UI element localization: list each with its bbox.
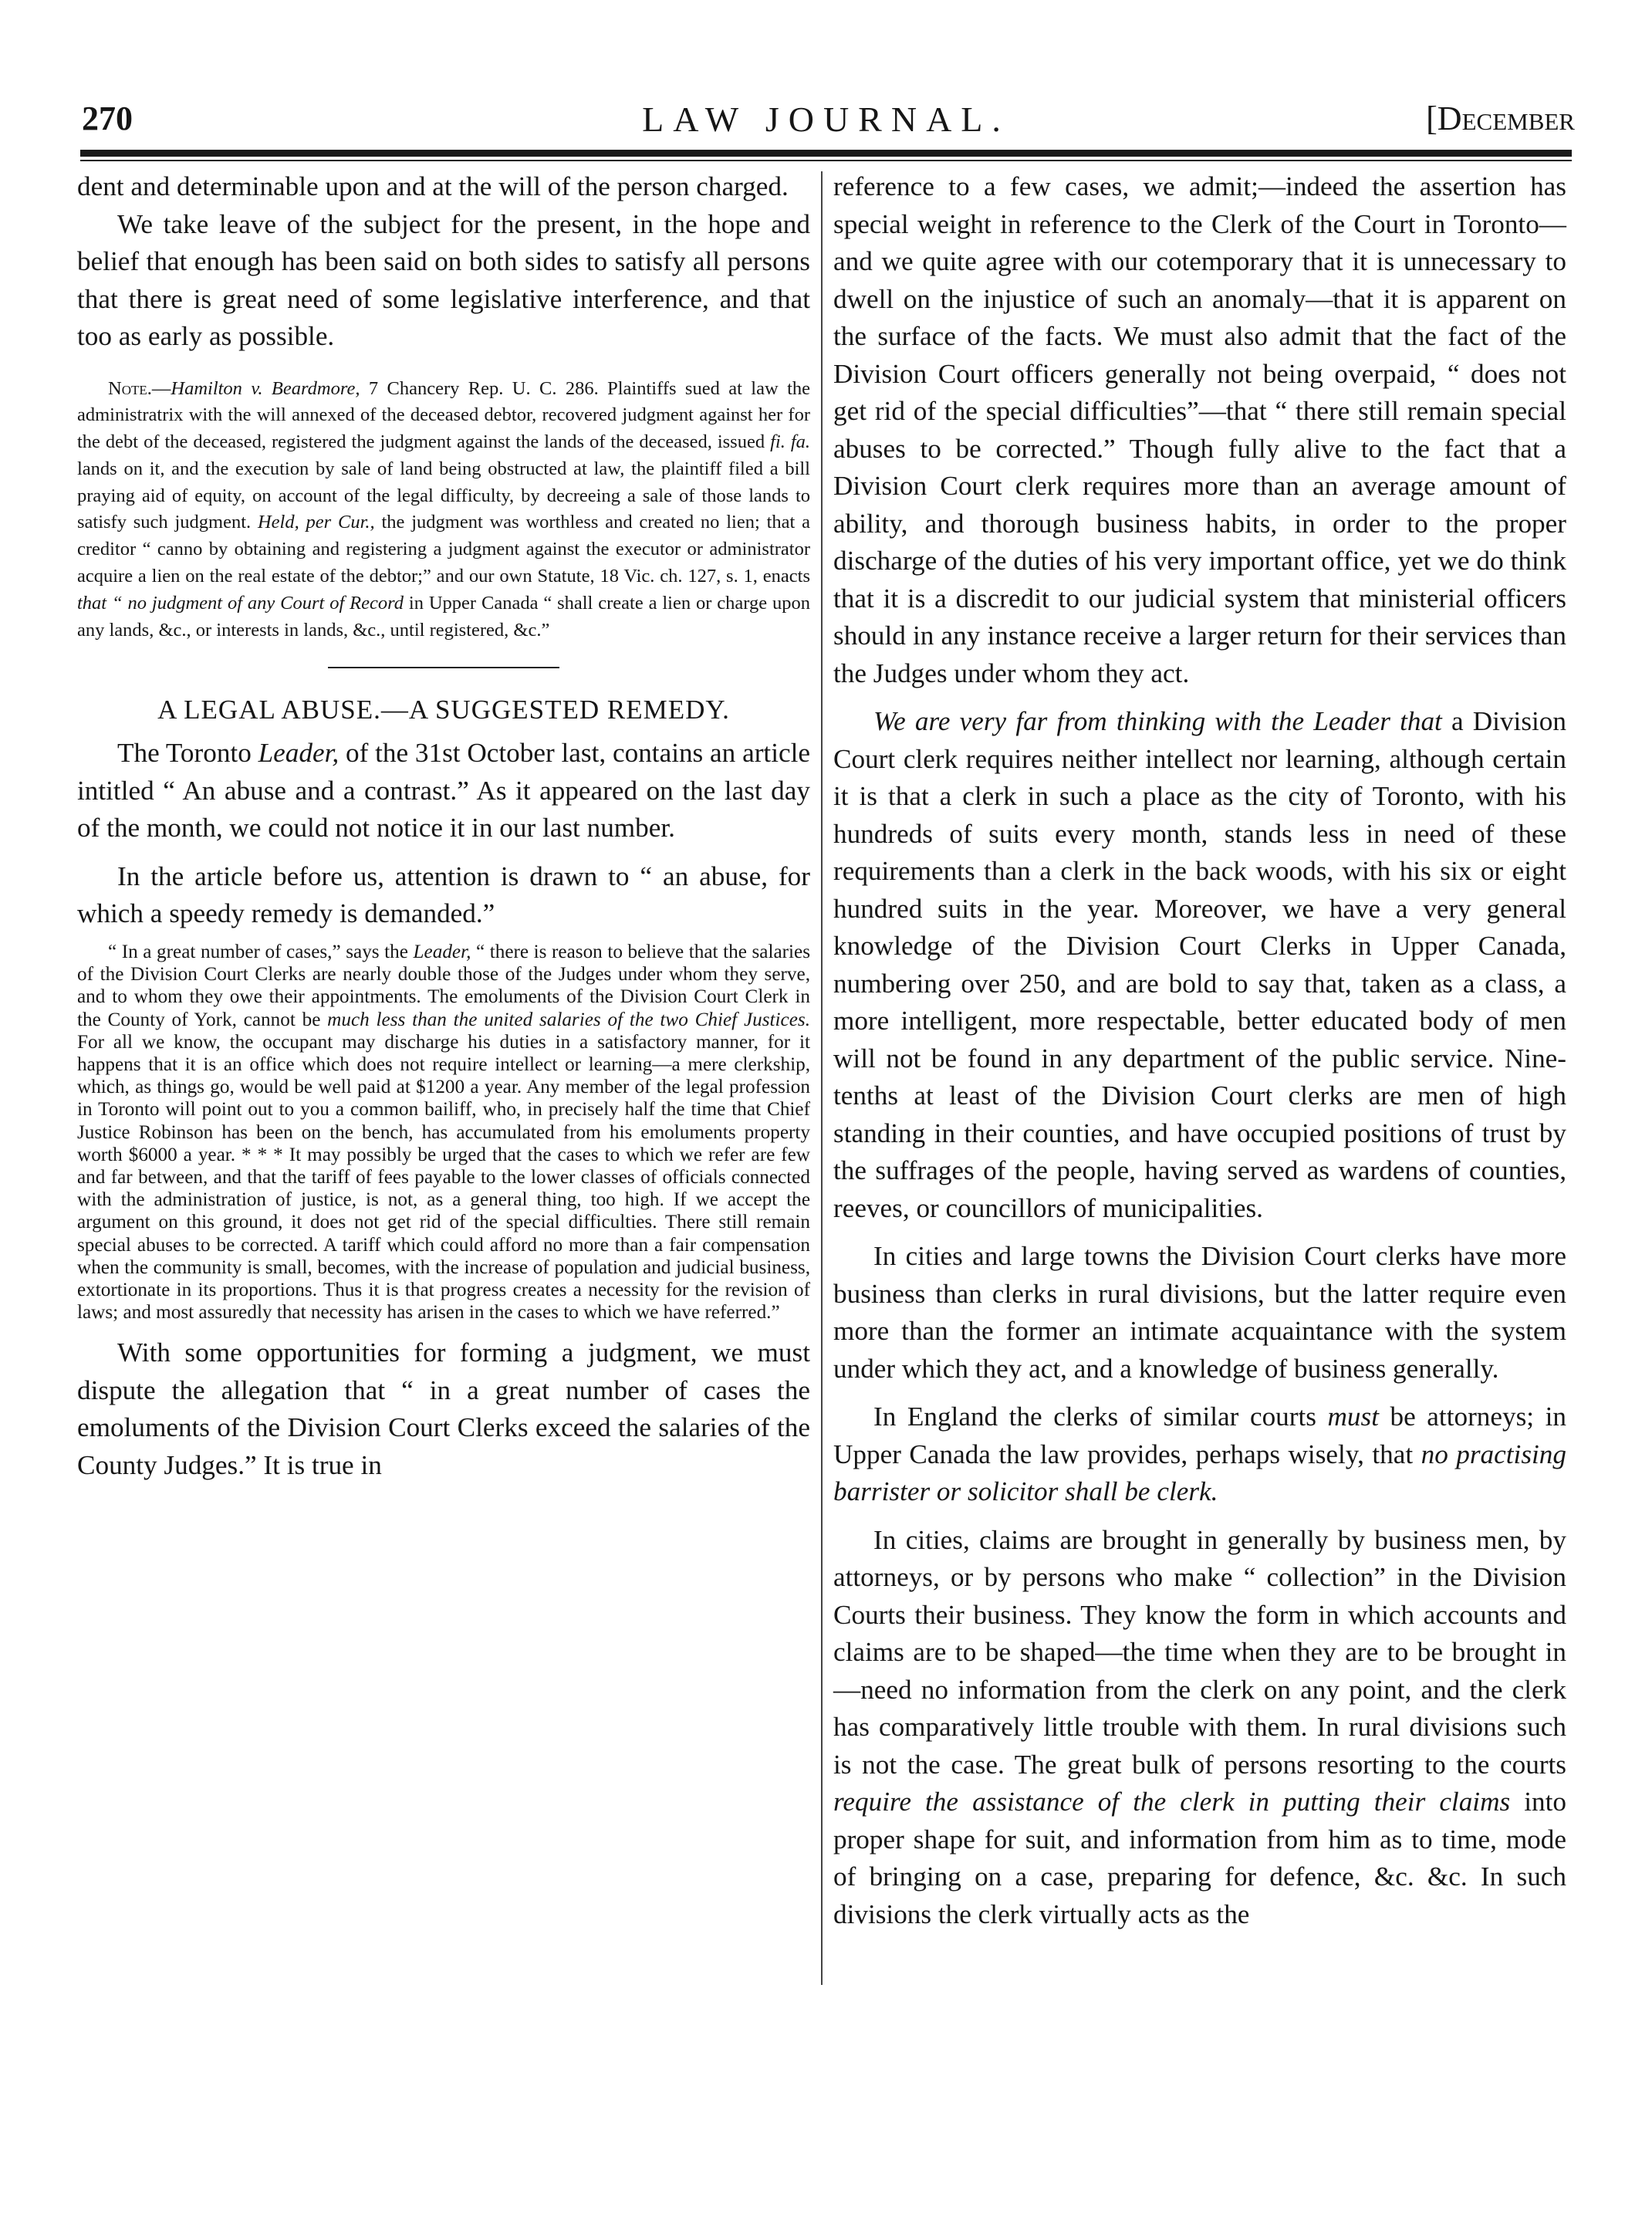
right-para-5-text-b: into proper shape for suit, and information from him as to time, mode of bringing on a case, preparing for defence, &c. &c. In such divisions the clerk virtually acts as the: [833, 1787, 1566, 1929]
left-para-1: dent and determinable upon and at the will of the person charged.: [77, 171, 789, 201]
left-para-3: [77, 735, 810, 847]
note-fi-fa: fi. fa.: [770, 431, 811, 453]
right-para-5: [833, 1522, 1566, 1934]
must-italic: must: [1327, 1401, 1379, 1432]
quote-italic: much less than the united salaries of the two Chief Justices.: [327, 1009, 810, 1030]
article-heading: A LEGAL ABUSE.—A SUGGESTED REMEDY.: [157, 695, 730, 725]
section-divider: [328, 667, 559, 668]
note-held: Held, per Cur.,: [257, 512, 375, 533]
month-label: [December: [1426, 100, 1575, 137]
leader-quotation: [77, 941, 810, 1324]
quote-text-a: “ In a great number of cases,” says the: [108, 941, 414, 962]
note-case-name: Hamilton v. Beardmore,: [171, 377, 360, 399]
left-para-3-text-a: The Toronto: [117, 738, 258, 769]
left-para-4: In the article before us, attention is drawn to “ an abuse, for which a speedy remedy is demanded.”: [77, 860, 810, 929]
case-note: Note.—Hamilton v. Beardmore, 7 Chancery Rep. U. C. 286. Plaintiffs sued at law the administratrix with the will annexed of the deceased debtor, recovered judgment against her for the debt of the deceased, registered the judgment against the lands of the deceased, issued fi. fa. lands on it, and the execution by sale of land being obstructed at law, the plaintiff filed a bill praying aid of equity, on account of the legal difficulty, by decreeing a sale of those lands to satisfy such judgment. Held, per Cur., the judgment was worthless and created no lien; that a creditor “ canno by obtaining and registering a judgment against the executor or administrator acquire a lien on the real estate of the debtor;” and our own Statute, 18 Vic. ch. 127, s. 1, enacts that “ no judgment of any Court of Record in Upper Canada “ shall create a lien or charge upon any lands, &c., or interests in lands, &c., until registered, &c.”: [77, 377, 811, 641]
quote-text-c: For all we know, the occupant may discharge his duties in a satisfactory manner, for it happens that it is an office which does not require intellect or learning—a mere clerkship, which, as things go, would be well paid at $1200 a year. Any member of the legal profession in Toronto will point out to you a common bailiff, who, in precisely half the time that Chief Justice Robinson has been on the bench, has accumulated from his emoluments property worth $6000 a year. * * * It may possibly be urged that the cases to which we refer are few and far between, and that the tariff of fees payable to the lower classes of officials connected with the administration of justice, is not, as a general thing, too high. If we accept the argument on this ground, it does not get rid of the special difficulties. There still remain special abuses to be corrected. A tariff which could afford no more than a fair compensation when the community is small, becomes, with the increase of population and judicial business, extortionate in its proportions. Thus it is that progress creates a necessity for the revision of laws; and most assuredly that necessity has arisen in the cases to which we have referred.”: [77, 1031, 810, 1324]
note-text-2: lands on it, and the execution by sale of land being obstructed at law, the plaintiff filed a bill praying aid of equity, on account of the legal difficulty, by decreeing a sale of those lands to satisfy such judgment.: [77, 458, 810, 533]
note-citation: 7 Chancery Rep. U. C. 286. Plaintiffs sued at law the administratrix with the will annexed of the deceased debtor, recovered judgment against her for the debt of the deceased, registered the judgment against the lands of the deceased, issued: [77, 377, 810, 453]
note-text-4: in Upper Canada “ shall create a lien or charge upon any lands, &c., or interests in lands, &c., until registered, &c.”: [77, 592, 810, 641]
column-divider: [821, 171, 823, 1985]
leader-italic: Leader,: [258, 738, 340, 769]
right-para-4: [833, 1398, 1566, 1511]
quote-leader-italic: Leader,: [413, 941, 471, 962]
running-head: [77, 99, 1575, 145]
note-text-3: the judgment was worthless and created no lien; that a creditor “ canno by obtaining and registering a judgment against the executor or administrator acquire a lien on the real estate of the debtor;” and our own Statute, 18 Vic. ch. 127, s. 1, enacts: [77, 512, 810, 587]
right-para-2-text: a Division Court clerk requires neither intellect nor learning, although certain it is that a clerk in such a place as the city of Toronto, with his hundreds of suits every month, stands less in need of these requirements than a clerk in the back woods, with his six or eight hundred suits in the year. Moreover, we have a very general knowledge of the Division Court Clerks in Upper Canada, numbering over 250, and are bold to say that, taken as a class, a more intelligent, more respectable, better educated body of men will not be found in any department of the public service. Nine-tenths at least of the Division Court clerks are men of high standing in their counties, and have occupied positions of trust by the suffrages of the people, having served as wardens of counties, reeves, or councillors of municipalities.: [833, 706, 1566, 1223]
header-rule-thick: [80, 150, 1572, 157]
note-label: Note.: [108, 377, 152, 399]
left-para-2: We take leave of the subject for the present, in the hope and belief that enough has been said on both sides to satisfy all persons that there is great need of some legislative interference, and that too as early as possible.: [77, 208, 810, 351]
right-para-5-text-a: In cities, claims are brought in generally by business men, by attorneys, or by persons who make “ collection” in the Division Courts their business. They know the form in which accounts and claims are to be shaped—the time when they are to be brought in—need no information from the clerk on any point, and the clerk has comparatively little trouble with them. In rural divisions such is not the case. The great bulk of persons resorting to the courts: [833, 1524, 1566, 1780]
right-para-4-text-b: be attorneys; in Upper Canada the law provides, perhaps wisely, that: [833, 1401, 1566, 1469]
right-para-4-italic: no practising barrister or solicitor shall be clerk.: [833, 1439, 1566, 1506]
right-para-3: In cities and large towns the Division Court clerks have more business than clerks in rural divisions, but the latter require even more than the former an intimate acquaintance with the system under which they act, and a knowledge of business generally.: [833, 1241, 1566, 1384]
page-number: 270: [82, 100, 133, 137]
right-para-5-italic: require the assistance of the clerk in putting their claims: [833, 1787, 1511, 1817]
note-that-italic: that “ no judgment of any Court of Record: [77, 592, 404, 614]
left-para-3-text-b: of the 31st October last, contains an article intitled “ An abuse and a contrast.” As it appeared on the last day of the month, we could not notice it in our last number.: [77, 738, 810, 844]
left-column: [77, 168, 810, 1484]
quote-text-b: “ there is reason to believe that the salaries of the Division Court Clerks are nearly double those of the Judges under whom they serve, and to whom they owe their appointments. The emoluments of the Division Court Clerk in the County of York, cannot be: [77, 941, 810, 1030]
right-para-4-text-a: In England the clerks of similar courts: [873, 1401, 1328, 1432]
right-column: [833, 168, 1566, 1933]
right-para-2-italic: We are very far from thinking with the Leader that: [873, 706, 1442, 736]
left-para-5: With some opportunities for forming a judgment, we must dispute the allegation that “ in a great number of cases the emoluments of the Division Court Clerks exceed the salaries of the County Judges.” It is true in: [77, 1337, 810, 1480]
right-para-2: [833, 703, 1566, 1227]
right-para-1: reference to a few cases, we admit;—indeed the assertion has special weight in reference to the Clerk of the Court in Toronto—and we quite agree with our cotemporary that it is unnecessary to dwell on the injustice of such an anomaly—that it is apparent on the surface of the facts. We must also admit that the fact of the Division Court officers generally not being overpaid, “ does not get rid of the special difficulties”—that “ there still remain special abuses to be corrected.” Though fully alive to the fact that a Division Court clerk requires more than an average amount of ability, and thorough business habits, in order to the proper discharge of the duties of his very important office, yet we do think that it is a discredit to our judicial system that ministerial officers should in any instance receive a larger return for their services than the Judges under whom they act.: [833, 171, 1566, 688]
header-rule-thin: [80, 160, 1572, 161]
journal-title: LAW JOURNAL.: [642, 100, 1010, 139]
